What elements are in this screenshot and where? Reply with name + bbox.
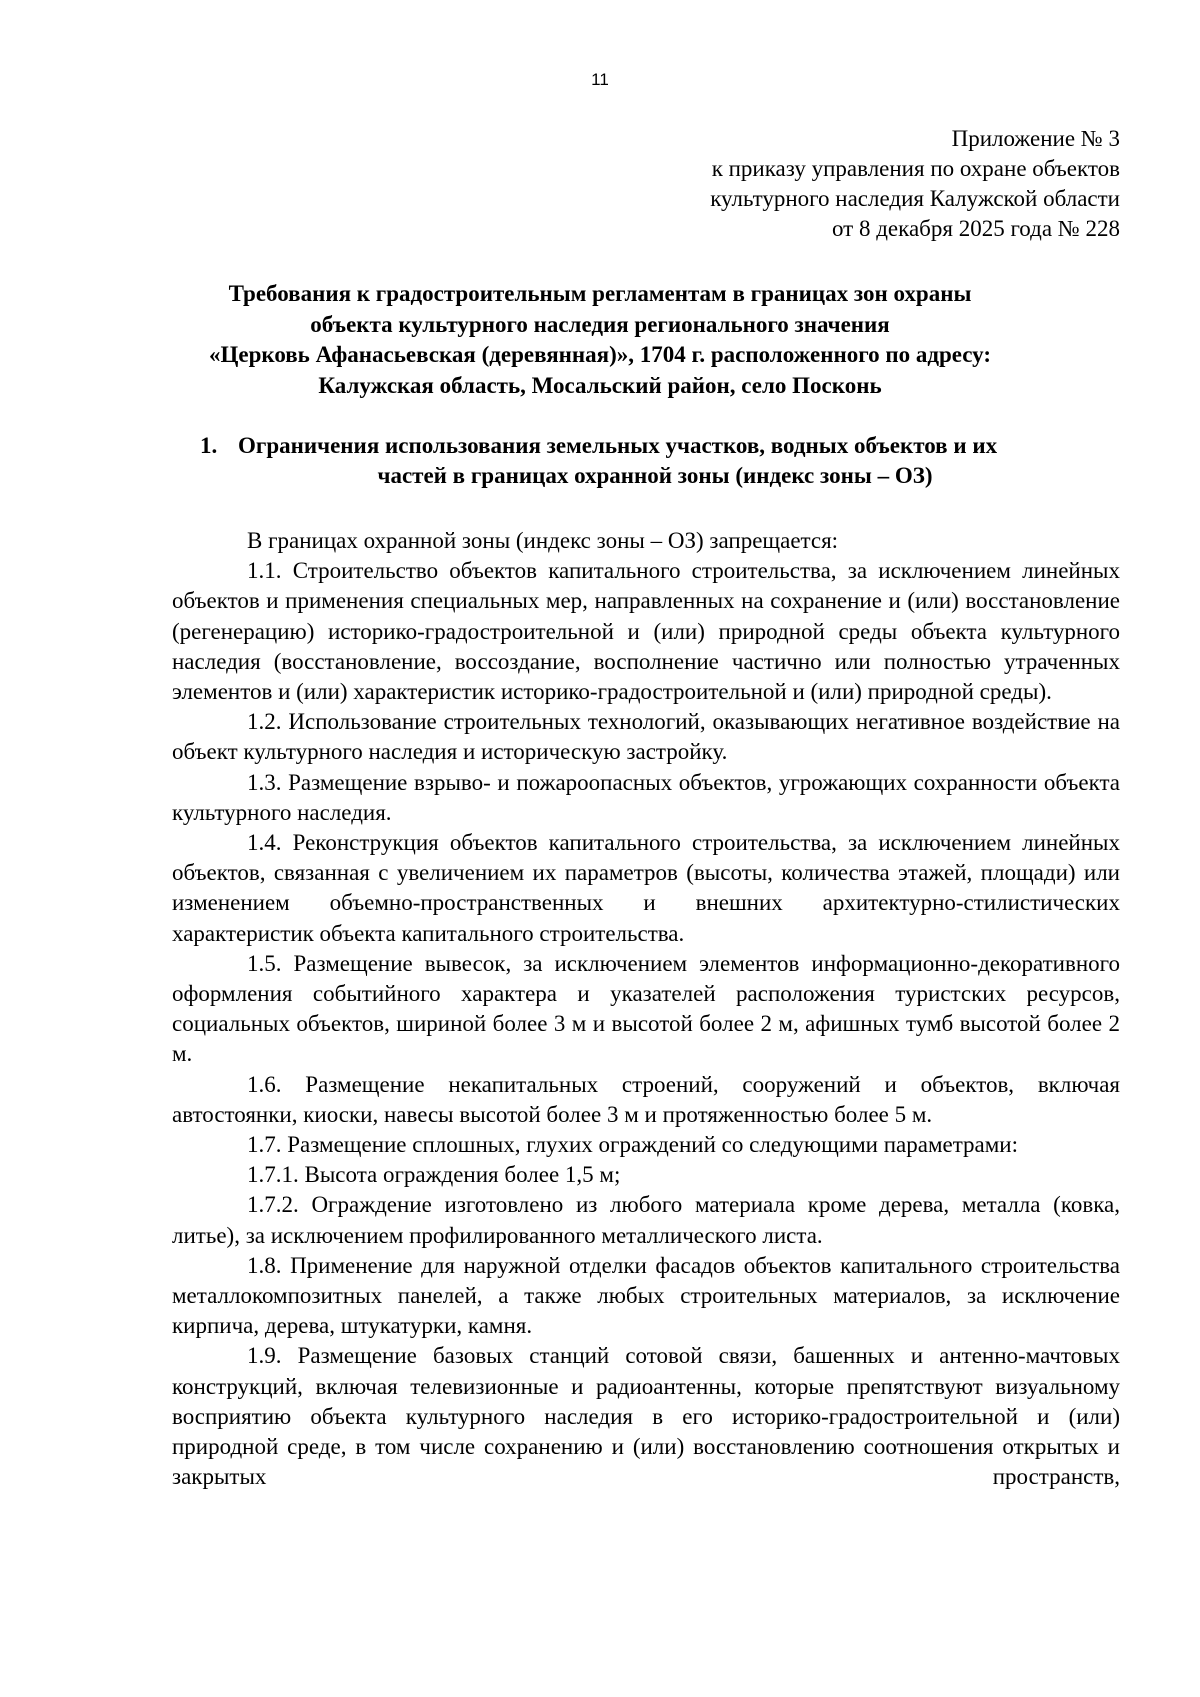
- section-heading-text: частей в границах охранной зоны (индекс зоны – ОЗ): [377, 463, 933, 488]
- paragraph: 1.5. Размещение вывесок, за исключением элементов информационно-декоративного оформления событийного характера и указателей расположения туристских ресурсов, социальных объектов, шириной более 3 м и высотой более 2 м, афишных тумб высотой более 2 м.: [172, 950, 1120, 1067]
- title-line: Калужская область, Мосальский район, село Посконь: [318, 372, 882, 398]
- paragraph: 1.4. Реконструкция объектов капитального строительства, за исключением линейных объектов, связанная с увеличением их параметров (высоты, количества этажей, площади) или изменением объемно-пространственных и внешних архитектурно-стилистических характеристик объекта капитального строительства.: [172, 830, 1120, 946]
- appendix-line: культурного наследия Калужской области: [710, 186, 1120, 211]
- appendix-header: [710, 124, 1120, 244]
- title-line: Требования к градостроительным регламентам в границах зон охраны: [228, 281, 972, 306]
- paragraph: 1.7.2. Ограждение изготовлено из любого материала кроме дерева, металла (ковка, литье), за исключением профилированного металлического листа.: [172, 1192, 1120, 1248]
- document-title: [0, 279, 1200, 401]
- paragraph: 1.2. Использование строительных технологий, оказывающих негативное воздействие на объект культурного наследия и историческую застройку.: [172, 709, 1120, 765]
- paragraph: В границах охранной зоны (индекс зоны – ОЗ) запрещается:: [247, 528, 839, 553]
- paragraph: 1.7.1. Высота ограждения более 1,5 м;: [247, 1162, 621, 1188]
- page-number: 11: [591, 70, 609, 89]
- section-number: 1.: [200, 433, 218, 458]
- paragraph: 1.1. Строительство объектов капитального строительства, за исключением линейных объектов и применения специальных мер, направленных на сохранение и (или) восстановление (регенерацию) историко-градостроительной и (или) природной среды объекта культурного наследия (восстановление, воссоздание, восполнение частично или полностью утраченных элементов и (или) характеристик историко-градостроительной и (или) природной среды).: [172, 558, 1120, 705]
- paragraph: 1.6. Размещение некапитальных строений, сооружений и объектов, включая автостоянки, киоски, навесы высотой более 3 м и протяженностью более 5 м.: [172, 1071, 1120, 1127]
- paragraph: 1.9. Размещение базовых станций сотовой связи, башенных и антенно-мачтовых конструкций, включая телевизионные и радиоантенны, которые препятствуют визуальному восприятию объекта культурного наследия в его историко-градостроительной и (или) природной среде, в том числе сохранению и (или) восстановлению соотношения открытых и закрытых пространств,: [172, 1343, 1120, 1490]
- title-line: объекта культурного наследия регионального значения: [310, 311, 890, 337]
- section-heading-text: Ограничения использования земельных участков, водных объектов и их: [238, 433, 998, 458]
- appendix-line: к приказу управления по охране объектов: [711, 156, 1120, 181]
- paragraph: 1.8. Применение для наружной отделки фасадов объектов капитального строительства металлокомпозитных панелей, а также любых строительных материалов, за исключение кирпича, дерева, штукатурки, камня.: [172, 1252, 1120, 1339]
- appendix-line: Приложение № 3: [951, 126, 1120, 151]
- appendix-line: от 8 декабря 2025 года № 228: [831, 216, 1120, 241]
- paragraph: 1.7. Размещение сплошных, глухих ограждений со следующими параметрами:: [247, 1132, 1019, 1158]
- section-heading: [200, 431, 1120, 491]
- body-text: [172, 526, 1120, 1493]
- paragraph: 1.3. Размещение взрыво- и пожароопасных объектов, угрожающих сохранности объекта культурного наследия.: [172, 769, 1120, 825]
- title-line: «Церковь Афанасьевская (деревянная)», 1704 г. расположенного по адресу:: [208, 342, 992, 367]
